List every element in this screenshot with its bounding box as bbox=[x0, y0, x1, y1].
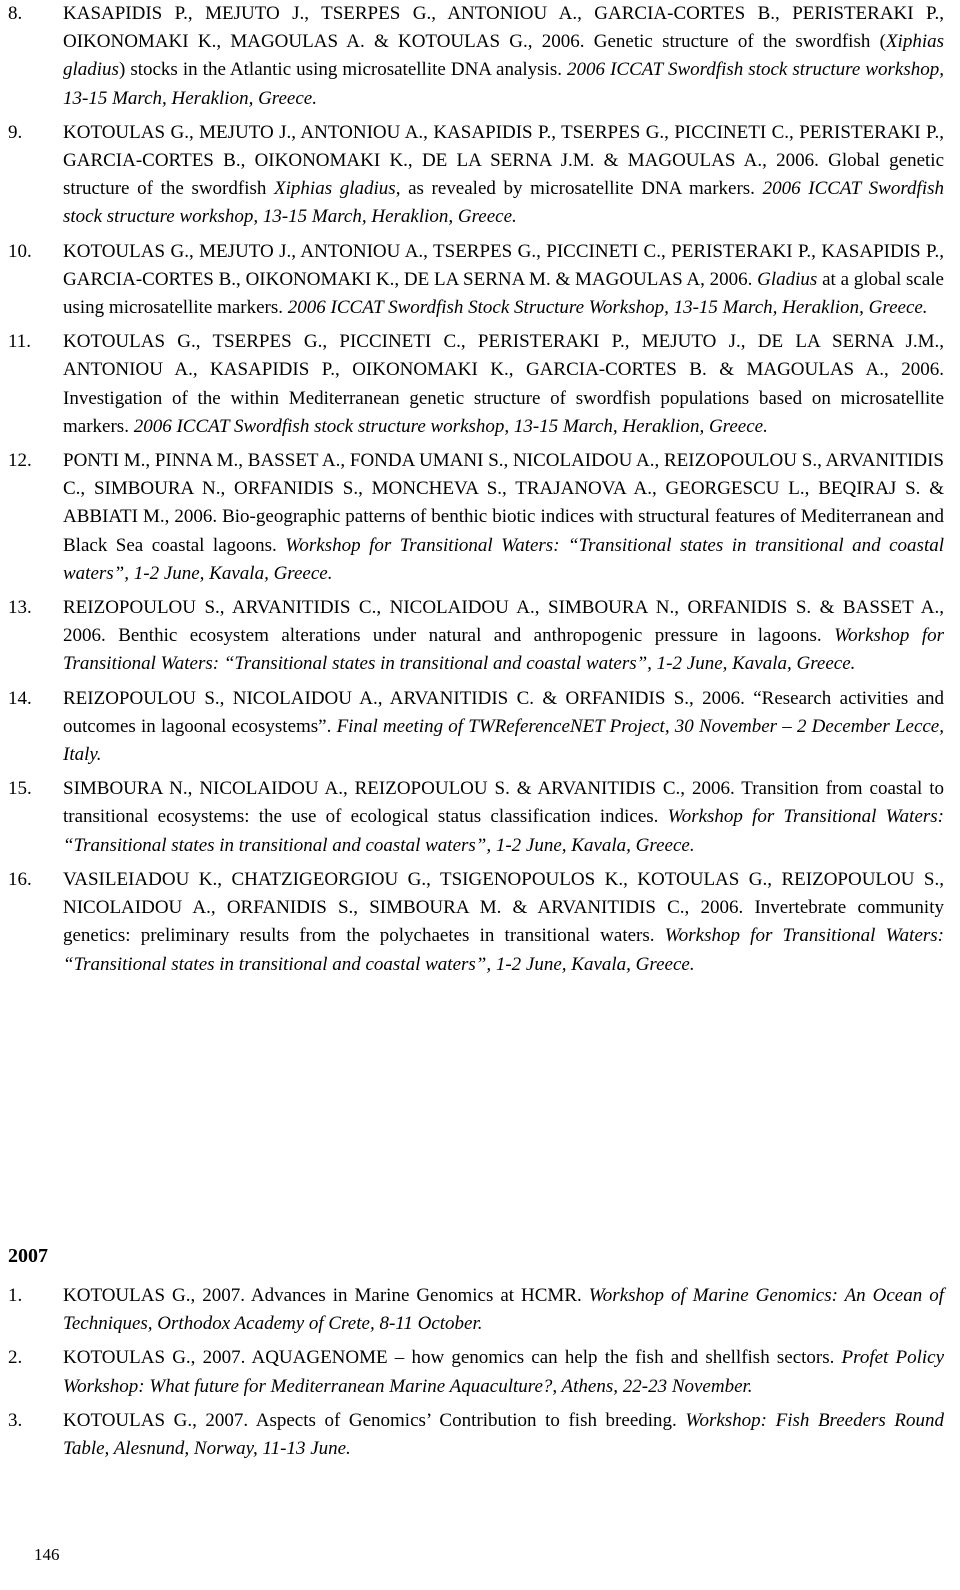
reference-title-cont: ) stocks in the Atlantic using microsatellite DNA analysis. bbox=[118, 59, 562, 81]
reference-number: 1. bbox=[8, 1285, 23, 1306]
reference-authors: VASILEIADOU K., CHATZIGEORGIOU G., TSIGENOPOULOS K., KOTOULAS G., REIZOPOULOU S., NICOLAIDOU A., ORFANIDIS S., SIMBOURA M. & ARVANITIDIS C., 2006. bbox=[63, 868, 944, 919]
reference-title: AQUAGENOME – how genomics can help the fish and shellfish sectors. bbox=[251, 1347, 835, 1369]
reference-authors: KOTOULAS G., MEJUTO J., ANTONIOU A., KASAPIDIS P., TSERPES G., PICCINETI C., PERISTERAKI P., GARCIA-CORTES B., OIKONOMAKI K., DE LA SERNA J.M. & MAGOULAS A., 2006. bbox=[63, 121, 944, 172]
reference-number: 16. bbox=[8, 868, 32, 890]
reference-number: 2. bbox=[8, 1347, 23, 1369]
reference-venue: Workshop of Marine Genomics: An Ocean of Techniques, Orthodox Academy of Crete, 8-11 October. bbox=[63, 1285, 944, 1335]
reference-authors: REIZOPOULOU S., ARVANITIDIS C., NICOLAIDOU A., SIMBOURA N., ORFANIDIS S. & BASSET A., 2006. bbox=[63, 597, 944, 647]
reference-authors: KOTOULAS G., MEJUTO J., ANTONIOU A., TSERPES G., PICCINETI C., PERISTERAKI P., KASAPIDIS P., GARCIA-CORTES B., OIKONOMAKI K., DE LA SERNA M. & MAGOULAS A, 2006. bbox=[63, 240, 944, 290]
reference-authors: SIMBOURA N., NICOLAIDOU A., REIZOPOULOU S. & ARVANITIDIS C., 2006. bbox=[63, 778, 735, 800]
reference-2006-16 bbox=[8, 866, 944, 979]
reference-venue: Final meeting of TWReferenceNET Project, 30 November – 2 December Lecce, Italy. bbox=[63, 715, 944, 766]
reference-authors: KOTOULAS G., TSERPES G., PICCINETI C., PERISTERAKI P., MEJUTO J., DE LA SERNA J.M., ANTONIOU A., KASAPIDIS P., OIKONOMAKI K., GARCIA-CORTES B. & MAGOULAS A., 2006. bbox=[63, 331, 944, 381]
reference-venue: 2006 ICCAT Swordfish Stock Structure Workshop, 13-15 March, Heraklion, Greece. bbox=[287, 297, 928, 319]
reference-2007-3 bbox=[8, 1407, 944, 1463]
reference-venue: Workshop for Transitional Waters: “Transitional states in transitional and coastal waters”, 1-2 June, Kavala, Greece. bbox=[63, 806, 945, 856]
reference-number: 15. bbox=[8, 778, 32, 800]
reference-authors: KOTOULAS G., 2007. bbox=[63, 1285, 245, 1306]
reference-number: 13. bbox=[8, 597, 32, 619]
reference-authors: KOTOULAS G., 2007. bbox=[63, 1409, 249, 1431]
reference-venue: Workshop: Fish Breeders Round Table, Alesnund, Norway, 11-13 June. bbox=[63, 1409, 945, 1460]
reference-2006-11 bbox=[8, 328, 944, 441]
reference-authors: KOTOULAS G., 2007. bbox=[63, 1347, 246, 1369]
reference-venue: Workshop for Transitional Waters: “Transitional states in transitional and coastal waters”, 1-2 June, Kavala, Greece. bbox=[63, 534, 944, 584]
year-heading: 2007 bbox=[8, 1245, 48, 1267]
reference-title-cont: , as revealed by microsatellite DNA markers. bbox=[395, 178, 755, 200]
reference-venue: Workshop for Transitional Waters: “Transitional states in transitional and coastal waters”, 1-2 June, Kavala, Greece. bbox=[63, 925, 945, 975]
reference-venue: Workshop for Transitional Waters: “Transitional states in transitional and coastal waters”, 1-2 June, Kavala, Greece. bbox=[63, 625, 945, 675]
reference-number: 9. bbox=[8, 121, 23, 143]
reference-species: Xiphias gladius bbox=[63, 31, 944, 81]
reference-title: Benthic ecosystem alterations under natural and anthropogenic pressure in lagoons. bbox=[118, 625, 822, 647]
references-2006-list bbox=[8, 0, 944, 985]
reference-number: 14. bbox=[8, 687, 32, 709]
reference-number: 3. bbox=[8, 1409, 23, 1431]
reference-2006-13 bbox=[8, 594, 944, 679]
reference-title: Bio-geographic patterns of benthic biotic indices with structural features of Mediterranean and Black Sea coastal lagoons. bbox=[63, 506, 945, 556]
reference-title: Investigation of the within Mediterranean genetic structure of swordfish populations based on microsatellite markers. bbox=[63, 387, 944, 437]
reference-2006-14 bbox=[8, 685, 944, 770]
reference-2006-8 bbox=[8, 0, 944, 113]
reference-title: “Research activities and outcomes in lagoonal ecosystems”. bbox=[63, 687, 945, 737]
reference-venue: 2006 ICCAT Swordfish stock structure workshop, 13-15 March, Heraklion, Greece. bbox=[63, 59, 944, 109]
reference-number: 10. bbox=[8, 240, 32, 262]
reference-species: Xiphias gladius bbox=[274, 178, 396, 200]
reference-title: Transition from coastal to transitional ecosystems: the use of ecological status classification indices. bbox=[63, 778, 944, 828]
page-number: 146 bbox=[34, 1545, 60, 1564]
reference-2007-2 bbox=[8, 1344, 944, 1400]
reference-title: Invertebrate community genetics: preliminary results from the polychaetes in transitional waters. bbox=[63, 897, 944, 947]
reference-number: 11. bbox=[8, 331, 32, 353]
reference-authors: REIZOPOULOU S., NICOLAIDOU A., ARVANITIDIS C. & ORFANIDIS S., 2006. bbox=[63, 687, 745, 709]
reference-venue: 2006 ICCAT Swordfish stock structure workshop, 13-15 March, Heraklion, Greece. bbox=[63, 178, 944, 228]
reference-title: Global genetic structure of the swordfish bbox=[63, 150, 944, 200]
reference-authors: PONTI M., PINNA M., BASSET A., FONDA UMANI S., NICOLAIDOU A., REIZOPOULOU S., ARVANITIDIS C., SIMBOURA N., ORFANIDIS S., MONCHEVA S., TRAJANOVA A., GEORGESCU L., BEQIRAJ S. & ABBIATI M., 2006. bbox=[63, 450, 944, 528]
reference-title: Genetic structure of the swordfish ( bbox=[593, 31, 886, 53]
reference-venue: Profet Policy Workshop: What future for Mediterranean Marine Aquaculture?, Athens, 22-23 November. bbox=[63, 1347, 945, 1397]
reference-venue: 2006 ICCAT Swordfish stock structure workshop, 13-15 March, Heraklion, Greece. bbox=[133, 415, 768, 437]
reference-2006-12 bbox=[8, 447, 944, 588]
reference-number: 8. bbox=[8, 3, 23, 24]
reference-2006-9 bbox=[8, 119, 944, 232]
reference-authors: KASAPIDIS P., MEJUTO J., TSERPES G., ANTONIOU A., GARCIA-CORTES B., PERISTERAKI P., OIKONOMAKI K., MAGOULAS A. & KOTOULAS G., 2006. bbox=[63, 3, 944, 53]
reference-2006-10 bbox=[8, 238, 944, 323]
reference-2007-1 bbox=[8, 1282, 944, 1338]
reference-title: Aspects of Genomics’ Contribution to fish breeding. bbox=[255, 1409, 677, 1431]
reference-title: Advances in Marine Genomics at HCMR. bbox=[250, 1285, 582, 1306]
reference-title-cont: at a global scale using microsatellite markers. bbox=[63, 268, 944, 319]
reference-2006-15 bbox=[8, 775, 944, 860]
reference-species: Gladius bbox=[757, 268, 818, 290]
reference-number: 12. bbox=[8, 450, 32, 472]
references-2007-list bbox=[8, 1282, 944, 1469]
